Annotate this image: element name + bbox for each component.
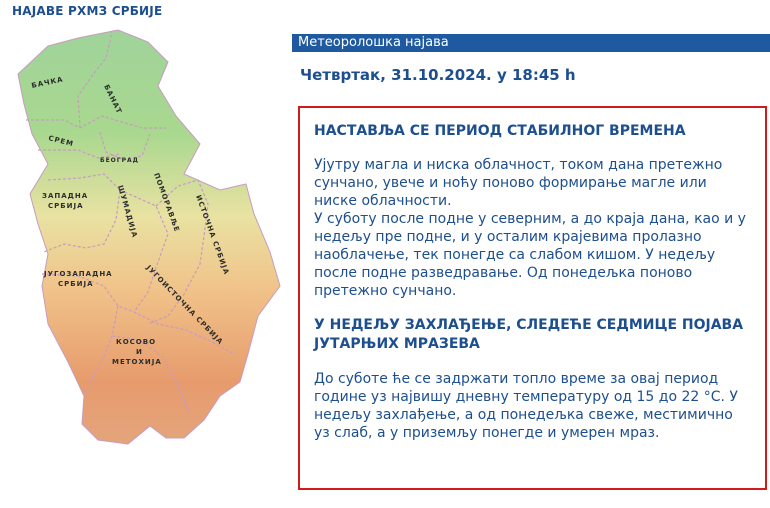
region-label-beograd: БЕОГРАД bbox=[100, 157, 139, 164]
region-label-pomoravlje: ПОМОРАВЉЕ bbox=[152, 171, 182, 234]
region-label-istocna: ИСТОЧНА СРБИЈА bbox=[194, 193, 231, 277]
region-label-srem: СРЕМ bbox=[47, 134, 75, 149]
forecast-paragraph-1a: Ујутру магла и ниска облачност, током дана претежно сунчано, увече и ноћу поново формирање магле или ниске облачности. bbox=[314, 157, 723, 209]
page-section-title: НАЈАВЕ РХМЗ СРБИЈЕ bbox=[12, 4, 163, 18]
region-label-zapadna-2: СРБИЈА bbox=[48, 202, 84, 210]
region-label-jugoistocna: ЈУГОИСТОЧНА СРБИЈА bbox=[144, 263, 225, 347]
region-label-jugozapadna-2: СРБИЈА bbox=[58, 280, 94, 288]
region-label-zapadna: ЗАПАДНА bbox=[42, 192, 89, 200]
region-label-kosovo: КОСОВО bbox=[116, 338, 157, 346]
region-label-kosovo-2: И bbox=[136, 348, 143, 356]
region-label-banat: БАНАТ bbox=[102, 83, 124, 116]
region-label-kosovo-3: МЕТОХИЈА bbox=[112, 358, 162, 366]
serbia-regions-map[interactable] bbox=[8, 24, 292, 508]
forecast-date: Четвртак, 31.10.2024. у 18:45 h bbox=[300, 66, 576, 84]
forecast-paragraph-1b: У суботу после подне у северним, а до краја дана, као и у недељу пре подне, и у осталим крајевима пролазно наоблачење, тек понегде са слабом кишом. У недељу после подне разведравање. Од понедељка поново претежно сунчано. bbox=[314, 211, 746, 299]
region-label-sumadija: ШУМАДИЈА bbox=[116, 184, 139, 239]
forecast-heading-1: НАСТАВЉА СЕ ПЕРИОД СТАБИЛНОГ ВРЕМЕНА bbox=[314, 123, 686, 139]
forecast-paragraph-2: До суботе ће се задржати топло време за овај период године уз највишу дневну температуру од 15 до 22 °C. У недељу захлађење, а од понедељка свеже, местимично уз слаб, а у приземљу понегде и умерен мраз. bbox=[314, 371, 738, 441]
serbia-outline bbox=[18, 30, 280, 444]
region-label-backa: БАЧКА bbox=[30, 75, 65, 90]
forecast-heading-2: У НЕДЕЉУ ЗАХЛАЂЕЊЕ, СЛЕДЕЋЕ СЕДМИЦЕ ПОЈАВА ЈУТАРЊИХ МРАЗЕВА bbox=[314, 317, 744, 352]
forecast-header-bar: Метеоролошка најава bbox=[292, 34, 770, 52]
forecast-box bbox=[298, 106, 767, 490]
region-label-jugozapadna: ЈУГОЗАПАДНА bbox=[44, 270, 113, 278]
